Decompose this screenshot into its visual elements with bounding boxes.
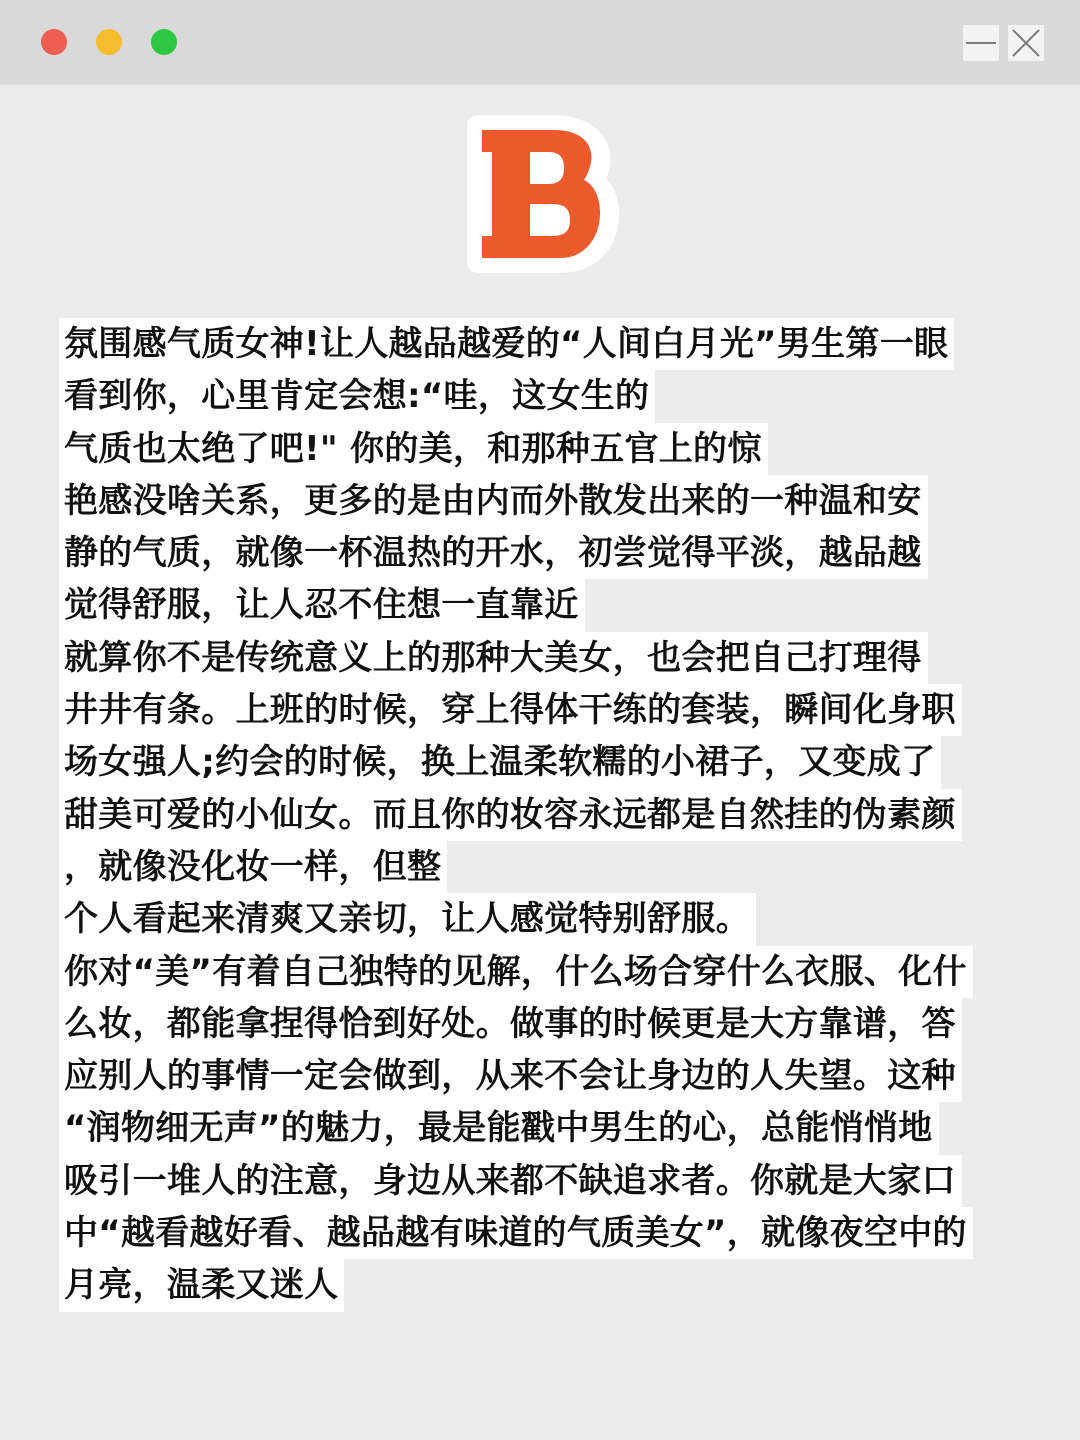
text-line: 静的气质，就像一杯温热的开水，初尝觉得平淡，越品越 (59, 527, 1049, 579)
close-traffic-light[interactable] (41, 29, 67, 55)
maximize-traffic-light[interactable] (151, 29, 177, 55)
text-line: 气质也太绝了吧!" 你的美，和那种五官上的惊 (59, 423, 1049, 475)
b-logo-icon (460, 112, 620, 276)
minimize-button[interactable] (963, 25, 999, 61)
text-line: 觉得舒服，让人忍不住想一直靠近 (59, 579, 1049, 631)
text-line: 应别人的事情一定会做到，从来不会让身边的人失望。这种 (59, 1050, 1049, 1102)
text-line: ，就像没化妆一样，但整 (59, 841, 1049, 893)
text-line: 吸引一堆人的注意，身边从来都不缺追求者。你就是大家口 (59, 1155, 1049, 1207)
text-line: 艳感没啥关系，更多的是由内而外散发出来的一种温和安 (59, 475, 1049, 527)
text-line: 么妆，都能拿捏得恰到好处。做事的时候更是大方靠谱，答 (59, 998, 1049, 1050)
text-line: 中“越看越好看、越品越有味道的气质美女”，就像夜空中的 (59, 1207, 1049, 1259)
text-line: 甜美可爱的小仙女。而且你的妆容永远都是自然挂的伪素颜 (59, 789, 1049, 841)
text-line: 场女强人;约会的时候，换上温柔软糯的小裙子，又变成了 (59, 736, 1049, 788)
text-line: “润物细无声”的魅力，最是能戳中男生的心，总能悄悄地 (59, 1102, 1049, 1154)
window-titlebar (0, 0, 1080, 85)
article-text (59, 318, 1049, 1312)
text-line: 月亮，温柔又迷人 (59, 1259, 1049, 1311)
text-line: 看到你，心里肯定会想:“哇，这女生的 (59, 370, 1049, 422)
logo (460, 112, 620, 276)
text-line: 氛围感气质女神!让人越品越爱的“人间白月光”男生第一眼 (59, 318, 1049, 370)
text-line: 就算你不是传统意义上的那种大美女，也会把自己打理得 (59, 632, 1049, 684)
close-button[interactable] (1008, 25, 1044, 61)
minimize-traffic-light[interactable] (96, 29, 122, 55)
text-line: 井井有条。上班的时候，穿上得体干练的套装，瞬间化身职 (59, 684, 1049, 736)
text-line: 个人看起来清爽又亲切，让人感觉特别舒服。 (59, 893, 1049, 945)
minimize-icon (963, 25, 999, 61)
close-icon (1008, 25, 1044, 61)
text-line: 你对“美”有着自己独特的见解，什么场合穿什么衣服、化什 (59, 946, 1049, 998)
